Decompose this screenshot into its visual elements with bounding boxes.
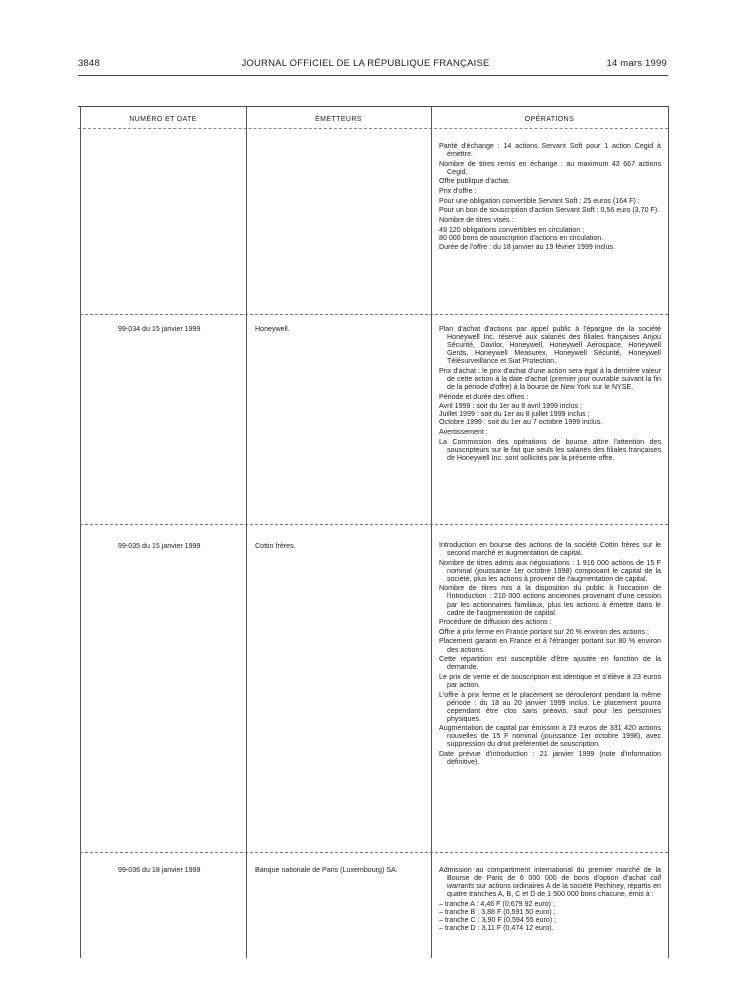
numero-date-99-036: 99-036 du 18 janvier 1999 bbox=[118, 866, 201, 874]
tranche-d: – tranche D : 3,11 F (0,474 12 euro). bbox=[439, 923, 554, 932]
operations-line: Avril 1999 : soit du 1er au 8 avril 1999 inclus ; bbox=[439, 402, 583, 411]
journal-title: JOURNAL OFFICIEL DE LA RÉPUBLIQUE FRANÇAISE bbox=[241, 58, 490, 69]
tranche-c: – tranche C : 3,90 F (0,594 55 euro) ; bbox=[439, 915, 557, 924]
operations-line: Période et durée des offres : bbox=[439, 392, 529, 401]
operations-cell-continuation bbox=[439, 142, 661, 253]
emetteur-cottin-freres: Cottin frères. bbox=[255, 542, 296, 550]
operations-line: Nombre de titres remis en échange : au maximum 42 667 actions Cegid. bbox=[439, 159, 661, 176]
operations-intro-a: Admission au compartiment international du premier marché de la Bourse de Paris de 6 000 000 de bons d'option d'achat bbox=[439, 866, 661, 883]
row-separator bbox=[80, 524, 668, 525]
operations-line: Cette répartition est susceptible d'être ajustée en fonction de la demande. bbox=[439, 655, 661, 672]
operations-line: Offre publique d'achat. bbox=[439, 177, 511, 186]
operations-cell-99-035 bbox=[439, 541, 661, 768]
emetteur-bnp-luxembourg: Banque nationale de Paris (Luxembourg) SA. bbox=[255, 866, 398, 874]
operations-line: L'offre à prix ferme et le placement se dérouleront pendant la même période : du 18 au 20 janvier 1999 inclus. Le placement pourra cependant être clos sans préavis, sauf pour les personnes physiques. bbox=[439, 690, 661, 723]
column-divider-2 bbox=[431, 106, 432, 958]
operations-line: Introduction en bourse des actions de la société Cottin frères sur le second marché et augmentation de capital. bbox=[439, 541, 661, 558]
call-warrants-term: call warrants bbox=[447, 874, 661, 891]
operations-line: Procédure de diffusion des actions : bbox=[439, 618, 552, 627]
operations-line: Prix d'achat : le prix d'achat d'une action sera égal à la dernière valeur de cette action à la date d'achat (premier jour ouvrable suivant la fin de la période d'offre) à la bourse de New York sur le NYSE. bbox=[439, 366, 661, 391]
column-header-numero: NUMÉRO ET DATE bbox=[129, 116, 197, 123]
numero-date-99-034: 99-034 du 15 janvier 1999 bbox=[118, 325, 201, 333]
emetteur-honeywell: Honeywell. bbox=[255, 325, 290, 333]
operations-line: Le prix de vente et de souscription est identique et s'élève à 23 euros par action. bbox=[439, 672, 661, 689]
operations-line: Octobre 1999 : soit du 1er au 7 octobre 1999 inclus. bbox=[439, 418, 603, 427]
operations-line: Plan d'achat d'actions par appel public à l'épargne de la société Honeywell Inc. réservé aux salariés des filiales françaises Anjou Sécurité, Davilor, Honeywell, Honeywell Aerospace, Honeywell Gerds, Honeywell Measurex, Honeywell Sécurité, Honeywell Télésurveillance et Siat Protection. bbox=[439, 325, 661, 366]
row-separator bbox=[80, 314, 668, 315]
operations-line: 49 120 obligations convertibles en circulation ; bbox=[439, 225, 585, 234]
operations-line: Augmentation de capital par émission à 23 euros de 331 420 actions nouvelles de 15 F nominal (jouissance 1er octobre 1998), avec suppression du droit préférentiel de souscription. bbox=[439, 724, 661, 749]
tranche-a: – tranche A : 4,46 F (0,679 92 euro) ; bbox=[439, 899, 555, 908]
header-rule bbox=[78, 75, 668, 76]
operations-line: La Commission des opérations de bourse attire l'attention des souscripteurs sur le fait que seuls les salariés des filiales françaises de Honeywell Inc. sont sollicités par la présente offre. bbox=[439, 437, 661, 462]
operations-line: Juillet 1999 : soit du 1er au 8 juillet 1999 inclus ; bbox=[439, 410, 590, 419]
operations-intro bbox=[439, 866, 661, 898]
operations-line: Nombre de titres mis à la disposition du public à l'occasion de l'introduction : 210 000 actions anciennes provenant d'une cession par les actionnaires familiaux, plus les actions à émettre dans le cadre de l'augmentation de capital. bbox=[439, 584, 661, 617]
operations-line: Parité d'échange : 14 actions Servant Soft pour 1 action Cegid à émettre. bbox=[439, 142, 661, 159]
operations-line: Nombre de titres visés : bbox=[439, 215, 514, 224]
column-header-emetteurs: ÉMETTEURS bbox=[315, 116, 362, 123]
table-top-rule bbox=[78, 106, 668, 107]
numero-date-99-035: 99-035 du 15 janvier 1999 bbox=[118, 542, 201, 550]
operations-line: Placement garanti en France et à l'étranger portant sur 80 % environ des actions. bbox=[439, 637, 661, 654]
operations-cell-99-034 bbox=[439, 325, 661, 463]
operations-intro-b: sur actions ordinaires A de la société Pechiney, répartis en quatre tranches A, B, C et D de 1 500 000 bons chacune, émis à : bbox=[447, 882, 661, 899]
operations-line: Date prévue d'introduction : 21 janvier 1999 (note d'information définitive). bbox=[439, 750, 661, 767]
operations-line: Nombre de titres admis aux négociations : 1 916 000 actions de 15 F nominal (jouissance 1er octobre 1998) composant le capital de la société, plus les actions à provenir de l'augmentation de capital. bbox=[439, 558, 661, 583]
column-divider-1 bbox=[246, 106, 247, 958]
column-header-rule bbox=[78, 128, 668, 129]
tranche-b: – tranche B : 3,88 F (0,591 50 euro) ; bbox=[439, 907, 556, 916]
operations-cell-99-036 bbox=[439, 866, 661, 932]
row-separator bbox=[80, 852, 668, 853]
operations-line: Durée de l'offre : du 18 janvier au 19 février 1999 inclus. bbox=[439, 243, 615, 252]
operations-line: Avertissement : bbox=[439, 427, 488, 436]
operations-line: 80 000 bons de souscription d'actions en circulation. bbox=[439, 233, 604, 242]
publication-date: 14 mars 1999 bbox=[606, 58, 667, 69]
operations-line: Pour un bon de souscription d'action Servant Soft : 0,56 euro (3,70 F). bbox=[439, 206, 660, 215]
page-number: 3848 bbox=[78, 58, 100, 69]
table-left-border bbox=[80, 106, 81, 958]
operations-line: Prix d'offre : bbox=[439, 187, 477, 196]
operations-line: Pour une obligation convertible Servant Soft : 25 euros (164 F) ; bbox=[439, 196, 640, 205]
table-right-border bbox=[668, 106, 669, 958]
operations-line: Offre à prix ferme en France portant sur 20 % environ des actions ; bbox=[439, 627, 650, 636]
column-header-operations: OPÉRATIONS bbox=[524, 116, 575, 123]
